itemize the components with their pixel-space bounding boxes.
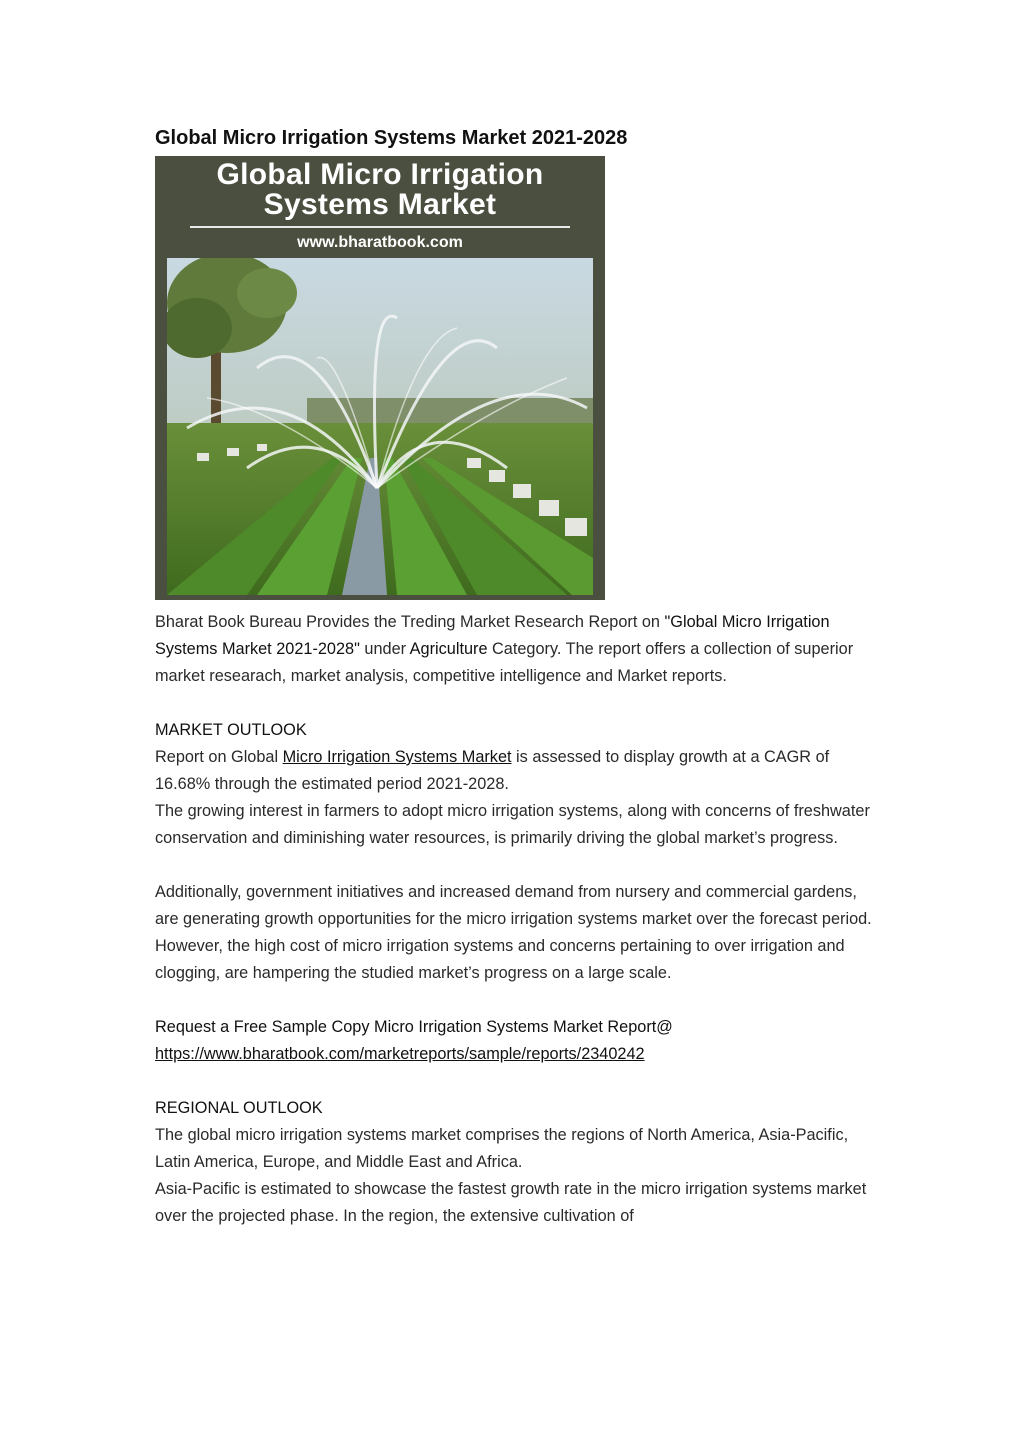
banner-header [155,156,605,252]
intro-paragraph [155,609,875,690]
regional-outlook-heading: REGIONAL OUTLOOK [155,1099,323,1117]
document-page [155,124,875,1230]
market-outlook-heading: MARKET OUTLOOK [155,721,307,739]
market-outlook-paragraph-2: The growing interest in farmers to adopt micro irrigation systems, along with concerns of freshwater conservation and diminishing water resources, is primarily driving the global market’s progress. [155,802,870,847]
category-name: Agriculture [409,640,488,658]
micro-irrigation-market-link[interactable]: Micro Irrigation Systems Market [282,748,512,766]
market-outlook-paragraph-4: However, the high cost of micro irrigation systems and concerns pertaining to over irrigation and clogging, are hampering the studied market’s progress on a large scale. [155,937,845,982]
sprinkler-field-photo [167,258,593,595]
banner-divider [190,226,570,228]
intro-prefix: Bharat Book Bureau Provides the Treding Market Research Report on [155,613,665,631]
market-outlook-paragraph-3: Additionally, government initiatives and increased demand from nursery and commercial gardens, are generating growth opportunities for the micro irrigation systems market over the forecast period. [155,883,872,928]
spacer [155,1068,875,1095]
mo-p1-prefix: Report on Global [155,748,283,766]
regional-outlook-paragraph-2: Asia-Pacific is estimated to showcase the fastest growth rate in the micro irrigation systems market over the projected phase. In the region, the extensive cultivation of [155,1180,867,1225]
sample-request-link[interactable]: https://www.bharatbook.com/marketreports/sample/reports/2340242 [155,1045,645,1063]
intro-suffix: Category. The report offers a collection of superior market researach, market analysis, competitive intelligence and Market reports. [155,640,854,685]
document-title: Global Micro Irrigation Systems Market 2021-2028 [155,127,628,149]
banner-title [155,156,605,220]
sample-request-label: Request a Free Sample Copy Micro Irrigation Systems Market Report@ [155,1018,673,1036]
banner-title-line-2: Systems Market [263,188,497,221]
spacer [155,690,875,717]
banner-title-line-1: Global Micro Irrigation [216,158,544,191]
spacer [155,987,875,1014]
banner-url: www.bharatbook.com [297,234,463,251]
mo-p1-suffix: is assessed to display growth at a CAGR of 16.68% through the estimated period 2021-2028. [155,748,830,793]
regional-outlook-paragraph-1: The global micro irrigation systems market comprises the regions of North America, Asia-Pacific, Latin America, Europe, and Middle East and Africa. [155,1126,849,1171]
intro-under: under [359,640,410,658]
report-banner [155,156,605,600]
spacer [155,852,875,879]
market-outlook-paragraph-1 [155,744,875,798]
report-name: "Global Micro Irrigation Systems Market 2021-2028" [155,613,830,658]
